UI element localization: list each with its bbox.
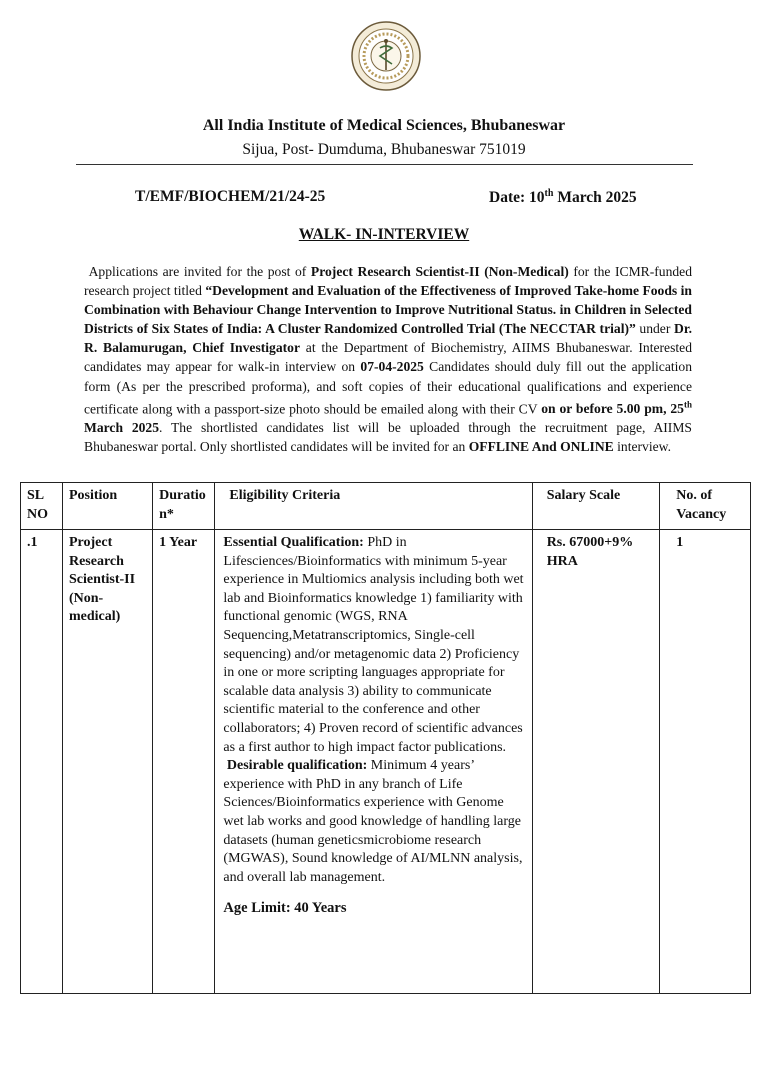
header-position: Position	[62, 483, 152, 530]
cell-position: Project Research Scientist-II (Non-medical)	[62, 530, 152, 994]
table-row	[21, 530, 751, 994]
table-header-row	[21, 483, 751, 530]
notice-title: WALK- IN-INTERVIEW	[298, 226, 470, 243]
cell-vacancy: 1	[660, 530, 751, 994]
institute-address: Sijua, Post- Dumduma, Bhubaneswar 751019	[242, 141, 526, 158]
institute-name: All India Institute of Medical Sciences, Bhubaneswar	[202, 117, 566, 134]
cell-sl-no: .1	[21, 530, 63, 994]
notice-date	[489, 188, 637, 207]
essential-qualification: Essential Qualification: PhD in Lifesciences/Bioinformatics with minimum 5-year experience in Multiomics analysis including both wet lab and Bioinformatics knowledge 1) familiarity with functional genomic (WGS, RNA Sequencing,Metatranscriptomics, Single-cell sequencing) and/or metagenomic data 2) Proficiency in one or more scripting languages appropriate for scalable data analysis 3) ability to communicate scientific material to the conference and other collaborators; 4) Proven record of scientific advances as a first author to high impact factor publications.	[223, 535, 524, 755]
notice-paragraph: Applications are invited for the post of Project Research Scientist-II (Non-Medical) for the ICMR-funded research project titled “Development and Evaluation of the Effectiveness of Improved Take-home Foods in Combination with Behaviour Change Intervention to Improve Nutritional Status. in Children in Selected Districts of Six States of India: A Cluster Randomized Controlled Trial (The NECCTAR trial)” under Dr. R. Balamurugan, Chief Investigator at the Department of Biochemistry, AIIMS Bhubaneswar. Interested candidates may appear for walk-in interview on 07-04-2025 Candidates should duly fill out the application form (As per the prescribed proforma), and soft copies of their educational qualifications and experience certificate along with a passport-size photo should be emailed along with their CV on or before 5.00 pm, 25th March 2025. The shortlisted candidates list will be uploaded through the recruitment page, AIIMS Bhubaneswar portal. Only shortlisted candidates will be invited for an OFFLINE And ONLINE interview.	[84, 264, 693, 455]
cell-duration: 1 Year	[153, 530, 215, 994]
desirable-qualification: Desirable qualification: Minimum 4 years’ experience with PhD in any branch of Life Sciences/Bioinformatics experience with Genome wet lab works and good knowledge of handling large datasets (human geneticsmicrobiome research (MGWAS), Sound knowledge of AI/MLNN analysis, and overall lab management.	[223, 758, 523, 885]
cell-eligibility	[215, 530, 532, 994]
header-sl-no: SL NO	[21, 483, 63, 530]
age-limit: Age Limit: 40 Years	[223, 900, 347, 917]
header-salary: Salary Scale	[532, 483, 660, 530]
date-month-year: March 2025	[553, 189, 637, 207]
reference-number: T/EMF/BIOCHEM/21/24-25	[135, 188, 326, 205]
date-superscript: th	[544, 188, 554, 199]
aiims-emblem-logo	[350, 20, 422, 92]
header-duration: Duration*	[153, 483, 215, 530]
header-vacancy: No. of Vacancy	[660, 483, 751, 530]
vacancy-table	[20, 482, 751, 994]
header-divider	[76, 164, 693, 165]
header-eligibility: Eligibility Criteria	[215, 483, 532, 530]
cell-salary: Rs. 67000+9% HRA	[532, 530, 660, 994]
date-text: Date: 10	[489, 189, 545, 207]
